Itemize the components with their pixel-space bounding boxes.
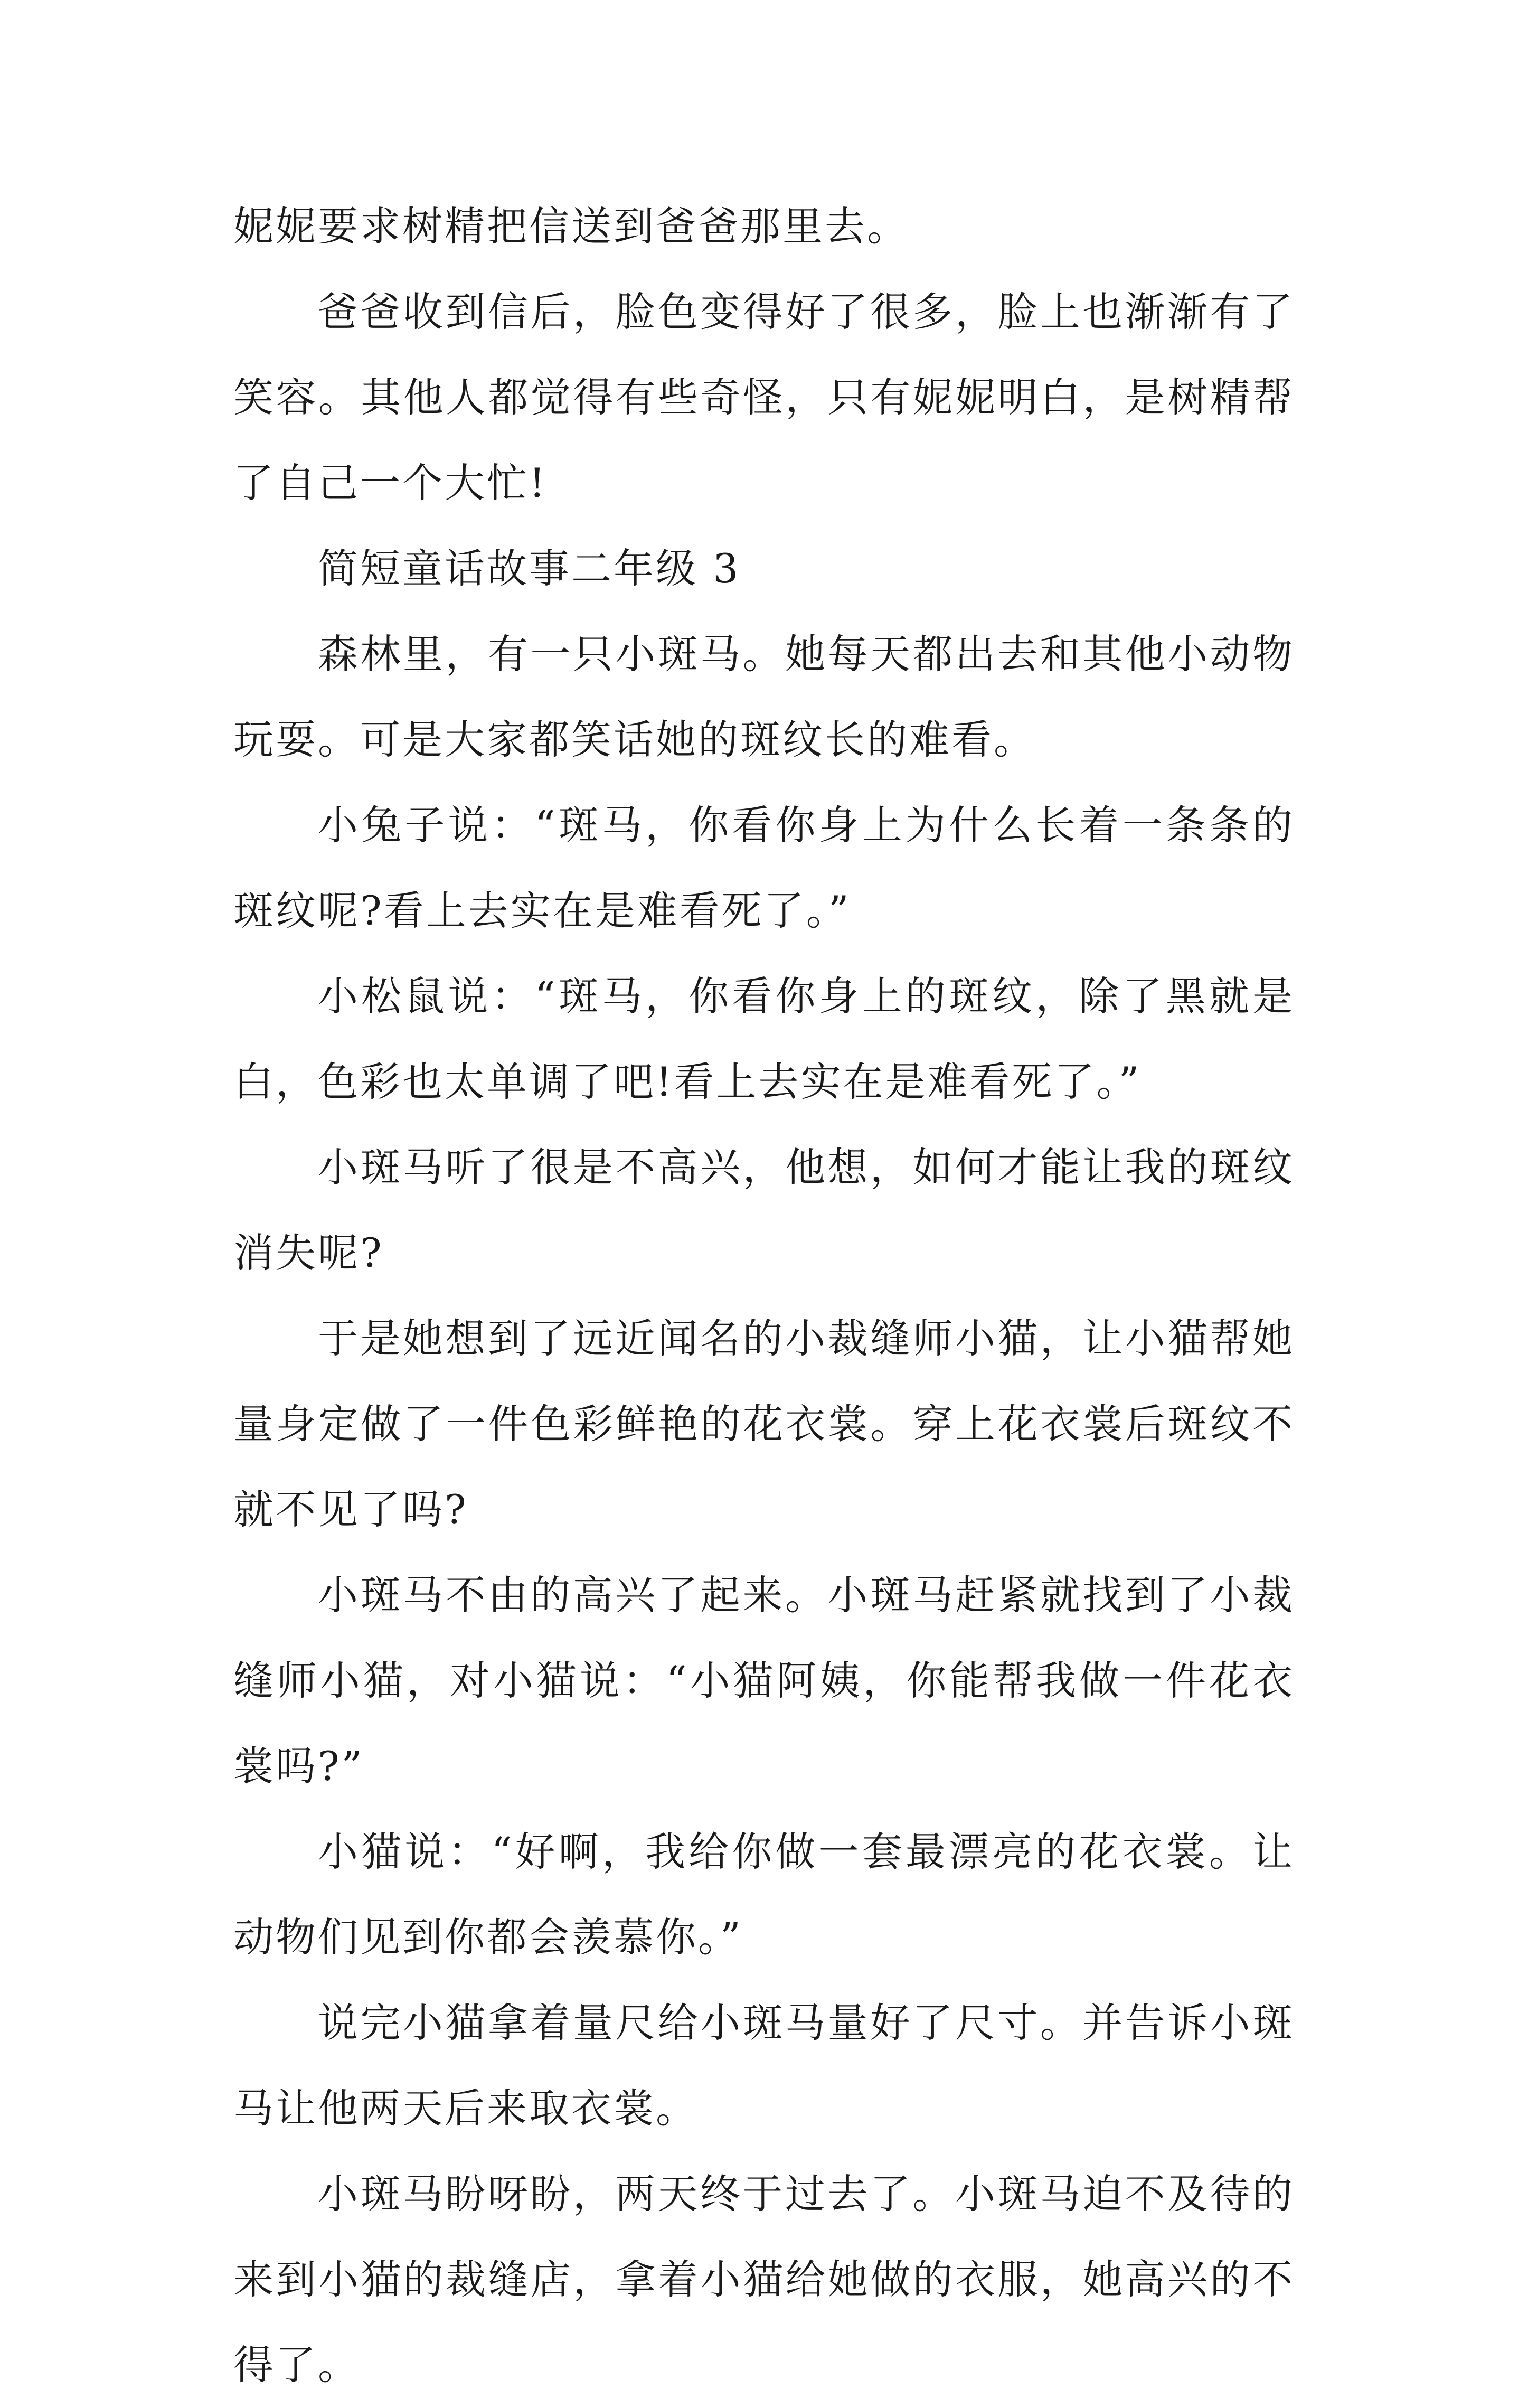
paragraph: 于是她想到了远近闻名的小裁缝师小猫，让小猫帮她量身定做了一件色彩鲜艳的花衣裳。穿上花衣裳后斑纹不就不见了吗? [233,1315,1295,1533]
paragraph-continuation: 妮妮要求树精把信送到爸爸那里去。 [233,203,909,250]
paragraph: 小猫说：“好啊，我给你做一套最漂亮的花衣裳。让动物们见到你都会羡慕你。” [233,1828,1295,1961]
paragraph: 小斑马听了很是不高兴，他想，如何才能让我的斑纹消失呢? [233,1144,1295,1276]
paragraph: 森林里，有一只小斑马。她每天都出去和其他小动物玩耍。可是大家都笑话她的斑纹长的难看。 [233,631,1295,763]
paragraph: 小松鼠说：“斑马，你看你身上的斑纹，除了黑就是白，色彩也太单调了吧!看上去实在是难看死了。” [233,973,1295,1105]
paragraph: 小斑马盼呀盼，两天终于过去了。小斑马迫不及待的来到小猫的裁缝店，拿着小猫给她做的衣服，她高兴的不得了。 [233,2170,1295,2388]
document-body [233,184,1295,2408]
paragraph: 小兔子说：“斑马，你看你身上为什么长着一条条的斑纹呢?看上去实在是难看死了。” [233,802,1295,934]
paragraph: 小斑马不由的高兴了起来。小斑马赶紧就找到了小裁缝师小猫，对小猫说：“小猫阿姨，你能帮我做一件花衣裳吗?” [233,1572,1295,1790]
paragraph: 说完小猫拿着量尺给小斑马量好了尺寸。并告诉小斑马让他两天后来取衣裳。 [233,1999,1295,2132]
section-heading: 简短童话故事二年级 3 [318,545,741,592]
paragraph: 爸爸收到信后，脸色变得好了很多，脸上也渐渐有了笑容。其他人都觉得有些奇怪，只有妮妮明白，是树精帮了自己一个大忙! [233,288,1295,506]
